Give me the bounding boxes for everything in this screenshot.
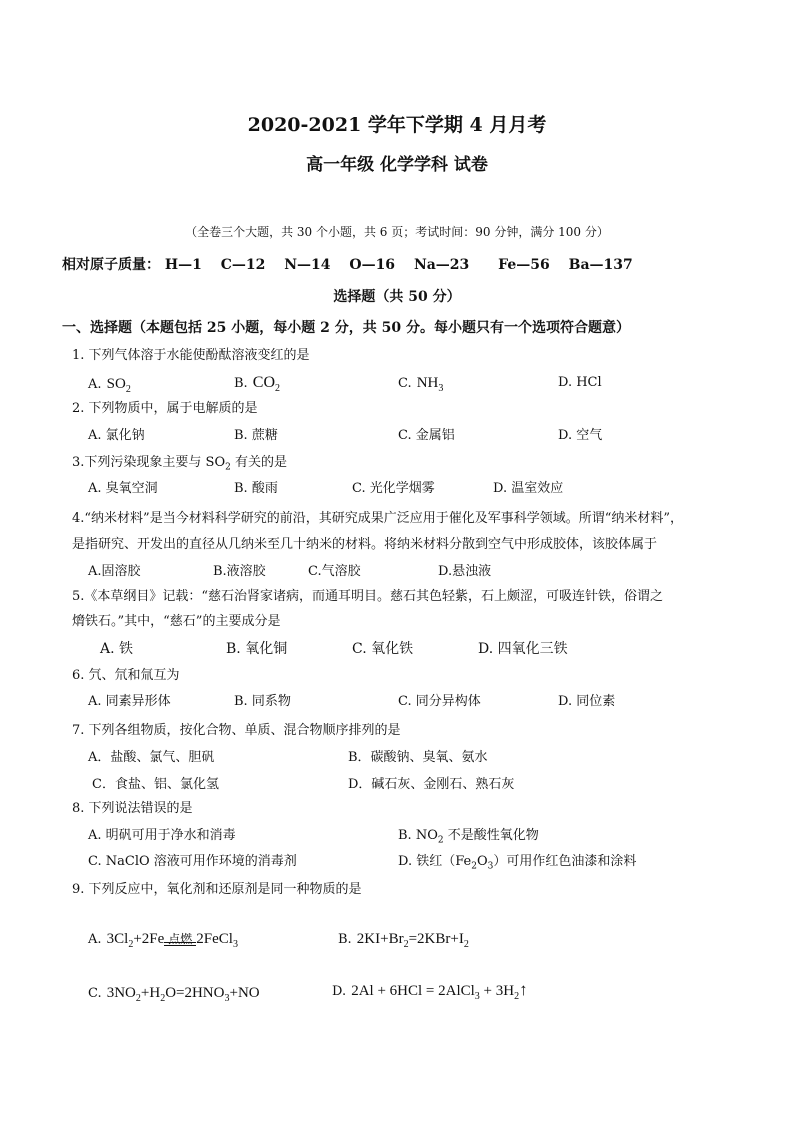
question-2-stem: 2. 下列物质中，属于电解质的是 (72, 401, 258, 416)
question-6-stem: 6. 氕、氘和氚互为 (72, 668, 180, 683)
q9-option-b: B. $2KI+Br_2=2KBr+I_2$ (338, 931, 469, 950)
question-8-stem: 8. 下列说法错误的是 (72, 801, 193, 816)
exam-subtitle: 高一年级 化学学科 试卷 (306, 155, 488, 175)
question-9-stem: 9. 下列反应中，氧化剂和还原剂是同一种物质的是 (72, 882, 362, 897)
q5-option-a: A. 铁 (100, 641, 134, 657)
q9-option-d: D. 2Al + 6HCl = 2AlCl$_3$ + $3H_2↑$ (332, 980, 528, 1002)
gas-arrow-icon: ↑ (519, 980, 528, 999)
q1-option-c: C. $NH_3$ (398, 375, 444, 394)
q2-option-d: D. 空气 (558, 428, 603, 443)
question-4-line-1: 4.“纳米材料”是当今材料科学研究的前沿，其研究成果广泛应用于催化及军事科学领域。所谓“纳米材料”， (72, 511, 683, 526)
q4-option-b: B.液溶胶 (213, 564, 266, 579)
question-7-stem: 7. 下列各组物质，按化合物、单质、混合物顺序排列的是 (72, 723, 401, 738)
q5-option-b: B. 氧化铜 (226, 641, 288, 657)
q3-option-c: C. 光化学烟雾 (352, 481, 435, 496)
ignition-condition: 点燃 (168, 932, 193, 946)
so2-formula: $SO_2$ (106, 376, 131, 395)
q7-option-b: B．碳酸钠、臭氧、氨水 (348, 750, 488, 765)
q2-option-b: B. 蔗糖 (234, 428, 278, 443)
atomic-mass-c: C—12 (220, 257, 266, 273)
atomic-mass-label: 相对原子质量： (62, 257, 160, 273)
atomic-mass-ba: Ba—137 (568, 257, 633, 273)
q7-option-a: A．盐酸、氯气、胆矾 (88, 750, 215, 765)
question-1-stem: 1. 下列气体溶于水能使酚酞溶液变红的是 (72, 348, 310, 363)
question-5-line-2: 熁铁石。”其中，“慈石”的主要成分是 (72, 614, 281, 629)
reaction-a: $3Cl_2+2Fe$ 点燃 2FeCl$_3$ (106, 931, 238, 950)
question-5-line-1: 5.《本草纲目》记载：“慈石治肾家诸病，而通耳明目。慈石其色轻紫，石上颇涩，可吸连针铁，俗谓之 (72, 589, 664, 604)
reaction-c: $3NO_2+H_2O=2HNO_3+NO$ (106, 985, 260, 1004)
section-title: 选择题（共 50 分） (333, 289, 461, 305)
q1-option-a: A. $SO_2$ (88, 376, 131, 395)
reaction-d: 2Al + 6HCl = 2AlCl$_3$ + $3H_2↑$ (351, 980, 528, 1002)
q5-option-d: D. 四氧化三铁 (478, 641, 568, 657)
q1-option-d: D. HCl (558, 375, 602, 390)
q6-option-b: B. 同系物 (234, 694, 291, 709)
atomic-mass-o: O—16 (349, 257, 396, 273)
nh3-formula: $NH_3$ (416, 375, 444, 394)
question-3-stem: 3.下列污染现象主要与 $SO_2$ 有关的是 (72, 455, 287, 473)
part-title: 一、选择题（本题包括 25 小题，每小题 2 分，共 50 分。每小题只有一个选项符合题意） (62, 320, 630, 336)
q8-option-d: D. 铁红$(Fe_2O_3)$可用作红色油漆和涂料 (398, 854, 637, 872)
q6-option-a: A. 同素异形体 (88, 694, 171, 709)
atomic-mass-na: Na—23 (413, 257, 470, 273)
atomic-mass-n: N—14 (284, 257, 331, 273)
q9-option-c: C. $3NO_2+H_2O=2HNO_3+NO$ (88, 985, 260, 1004)
q3-option-d: D. 温室效应 (493, 481, 564, 496)
question-4-line-2: 是指研究、开发出的直径从几纳米至几十纳米的材料。将纳米材料分散到空气中形成胶体，该胶体属于 (72, 537, 658, 552)
reaction-b: $2KI+Br_2=2KBr+I_2$ (356, 931, 469, 950)
q3-option-b: B. 酸雨 (234, 481, 278, 496)
atomic-mass-h: H—1 (164, 257, 202, 273)
q8-option-a: A. 明矾可用于净水和消毒 (88, 828, 236, 843)
exam-note: （全卷三个大题，共 30 个小题，共 6 页；考试时间：90 分钟，满分 100 分） (185, 225, 609, 239)
q4-option-a: A.固溶胶 (88, 564, 141, 579)
exam-title: 2020-2021 学年下学期 4 月月考 (247, 114, 547, 136)
co2-formula: $CO_2$ (252, 374, 281, 395)
q3-option-a: A. 臭氧空洞 (88, 481, 158, 496)
q2-option-a: A. 氯化钠 (88, 428, 145, 443)
q8-option-b: B. $NO_2$ 不是酸性氧化物 (398, 828, 539, 846)
atomic-mass-fe: Fe—56 (498, 257, 550, 273)
equals-bar (164, 942, 196, 946)
q4-option-c: C.气溶胶 (308, 564, 361, 579)
q6-option-d: D. 同位素 (558, 694, 616, 709)
q1-option-b: B. $CO_2$ (234, 374, 281, 395)
q7-option-d: D．碱石灰、金刚石、熟石灰 (348, 777, 515, 792)
q4-option-d: D.悬浊液 (438, 564, 492, 579)
atomic-mass-line (62, 257, 633, 273)
q7-option-c: C．食盐、铝、氯化氢 (92, 777, 219, 792)
q9-option-a: A. $3Cl_2+2Fe$ 点燃 2FeCl$_3$ (88, 931, 238, 950)
q2-option-c: C. 金属铝 (398, 428, 455, 443)
q6-option-c: C. 同分异构体 (398, 694, 481, 709)
q5-option-c: C. 氧化铁 (352, 641, 414, 657)
q8-option-c: C. NaClO 溶液可用作环境的消毒剂 (88, 854, 297, 869)
